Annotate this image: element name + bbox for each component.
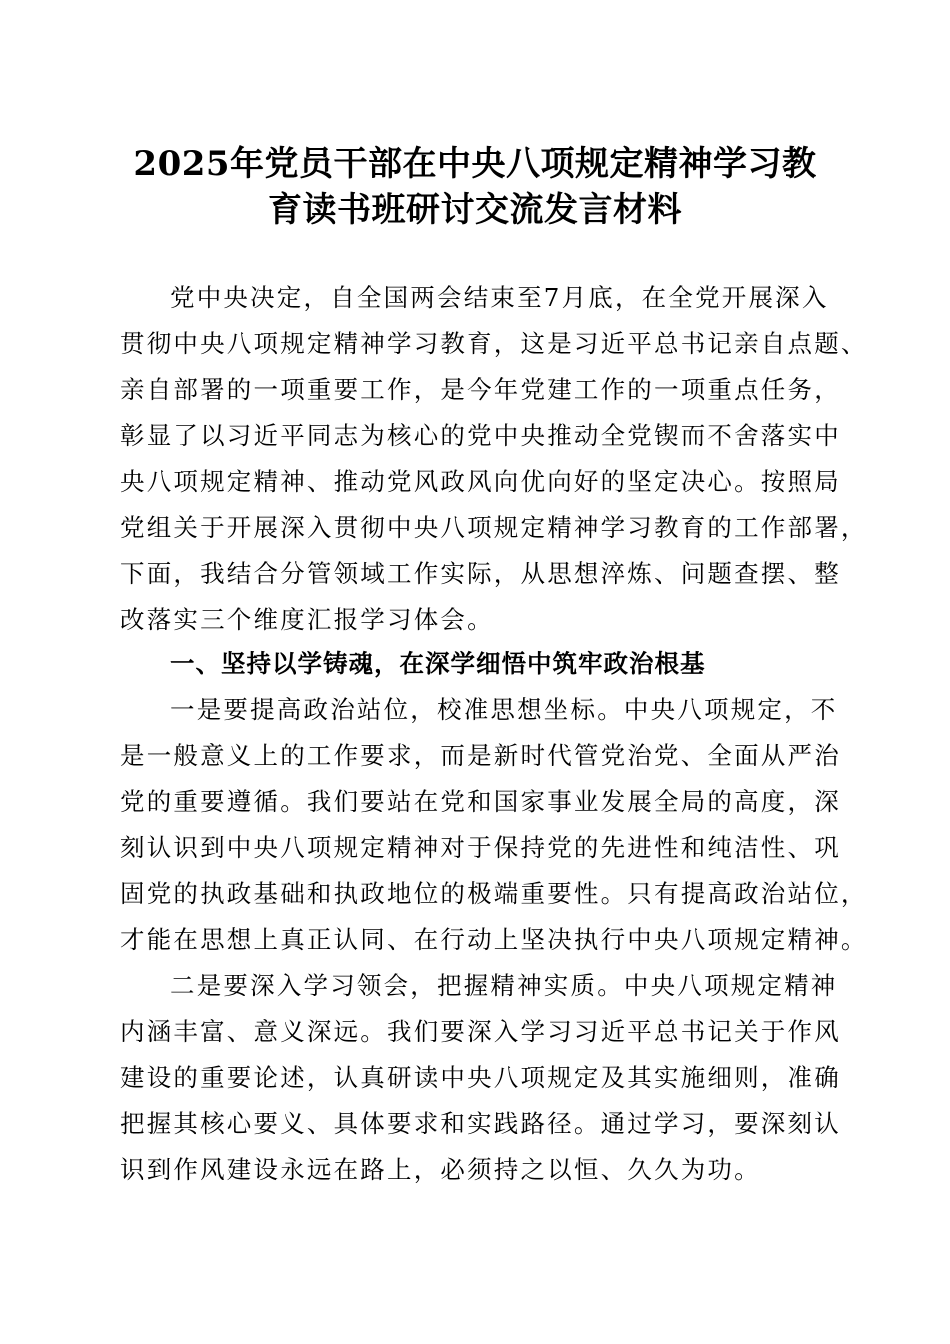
- paragraph-2-line: 建设的重要论述，认真研读中央八项规定及其实施细则，准确: [120, 1063, 841, 1092]
- paragraph-2-line: 内涵丰富、意义深远。我们要深入学习习近平总书记关于作风: [120, 1017, 841, 1046]
- intro-line: 央八项规定精神、推动党风政风向优向好的坚定决心。按照局: [120, 467, 841, 496]
- paragraph-1-line: 才能在思想上真正认同、在行动上坚决执行中央八项规定精神。: [120, 925, 868, 954]
- paragraph-1-line: 固党的执政基础和执政地位的极端重要性。只有提高政治站位，: [120, 879, 868, 908]
- paragraph-2-line: 把握其核心要义、具体要求和实践路径。通过学习，要深刻认: [120, 1109, 841, 1138]
- section-heading-1: 一、坚持以学铸魂，在深学细悟中筑牢政治根基: [170, 649, 706, 678]
- intro-line: 党中央决定，自全国两会结束至7月底，在全党开展深入: [170, 283, 829, 312]
- intro-line: 党组关于开展深入贯彻中央八项规定精神学习教育的工作部署，: [120, 513, 868, 542]
- paragraph-2-line: 识到作风建设永远在路上，必须持之以恒、久久为功。: [120, 1155, 761, 1184]
- document-title-line-1: 2025年党员干部在中央八项规定精神学习教: [133, 144, 817, 184]
- intro-line: 改落实三个维度汇报学习体会。: [120, 605, 494, 634]
- paragraph-1-line: 党的重要遵循。我们要站在党和国家事业发展全局的高度，深: [120, 787, 841, 816]
- intro-line: 彰显了以习近平同志为核心的党中央推动全党锲而不舍落实中: [120, 421, 841, 450]
- paragraph-2-line: 二是要深入学习领会，把握精神实质。中央八项规定精神: [170, 971, 838, 1000]
- paragraph-1-line: 是一般意义上的工作要求，而是新时代管党治党、全面从严治: [120, 741, 841, 770]
- document-title-line-2: 育读书班研讨交流发言材料: [268, 190, 682, 230]
- paragraph-1-line: 一是要提高政治站位，校准思想坐标。中央八项规定，不: [170, 695, 838, 724]
- paragraph-1-line: 刻认识到中央八项规定精神对于保持党的先进性和纯洁性、巩: [120, 833, 841, 862]
- intro-line: 亲自部署的一项重要工作，是今年党建工作的一项重点任务，: [120, 375, 841, 404]
- intro-line: 下面，我结合分管领域工作实际，从思想淬炼、问题查摆、整: [120, 559, 841, 588]
- intro-line: 贯彻中央八项规定精神学习教育，这是习近平总书记亲自点题、: [120, 329, 868, 358]
